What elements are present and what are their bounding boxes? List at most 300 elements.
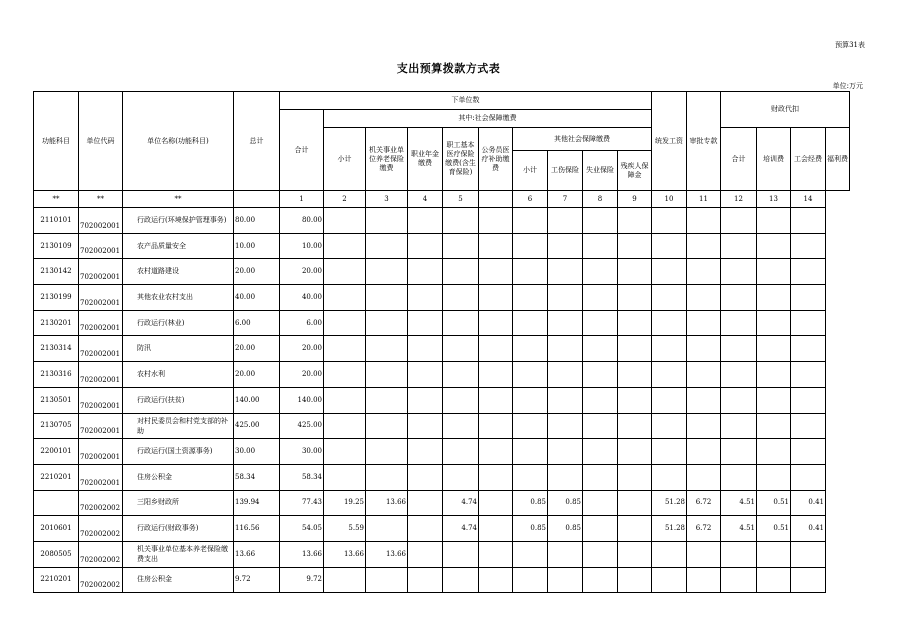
value-cell: 19.25 <box>324 490 366 516</box>
value-cell <box>479 464 513 490</box>
column-number: 4 <box>408 191 443 208</box>
value-cell <box>757 413 791 439</box>
org-code-cell: 702002001 <box>79 362 123 388</box>
value-cell: 0.85 <box>513 516 548 542</box>
org-name-cell: 三阳乡财政所 <box>123 490 234 516</box>
value-cell <box>479 541 513 567</box>
value-cell <box>791 259 826 285</box>
table-row <box>34 567 850 593</box>
value-cell: 6.00 <box>280 310 324 336</box>
header-annuity: 职业年金缴费 <box>408 128 443 191</box>
header-lower-sum: 合计 <box>280 110 324 191</box>
org-code-cell: 702002001 <box>79 439 123 465</box>
value-cell: 425.00 <box>280 413 324 439</box>
table-row <box>34 259 850 285</box>
header-stars: ** <box>79 191 123 208</box>
value-cell <box>479 516 513 542</box>
value-cell <box>618 208 652 234</box>
value-cell: 0.51 <box>757 490 791 516</box>
value-cell <box>618 464 652 490</box>
func-code-cell: 2130314 <box>34 336 79 362</box>
header-disability: 残疾人保障金 <box>618 151 652 191</box>
value-cell <box>583 336 618 362</box>
value-cell <box>443 541 479 567</box>
value-cell: 13.66 <box>366 490 408 516</box>
header-org-name: 单位名称(功能科目) <box>123 92 234 191</box>
header-unemployment: 失业保险 <box>583 151 618 191</box>
value-cell <box>583 567 618 593</box>
value-cell <box>583 541 618 567</box>
func-code-cell: 2010601 <box>34 516 79 542</box>
value-cell <box>366 567 408 593</box>
value-cell <box>479 208 513 234</box>
value-cell <box>324 285 366 311</box>
value-cell <box>443 413 479 439</box>
value-cell <box>583 362 618 388</box>
value-cell <box>366 464 408 490</box>
value-cell <box>618 233 652 259</box>
value-cell: 77.43 <box>280 490 324 516</box>
value-cell <box>513 259 548 285</box>
func-code-cell: 2200101 <box>34 439 79 465</box>
org-code-cell: 702002001 <box>79 259 123 285</box>
value-cell: 140.00 <box>280 387 324 413</box>
value-cell: 51.28 <box>652 516 687 542</box>
value-cell <box>366 336 408 362</box>
value-cell <box>408 362 443 388</box>
value-cell <box>583 310 618 336</box>
value-cell <box>479 362 513 388</box>
value-cell: 13.66 <box>366 541 408 567</box>
table-row <box>34 233 850 259</box>
value-cell <box>791 541 826 567</box>
value-cell: 20.00 <box>280 259 324 285</box>
table-row <box>34 516 850 542</box>
value-cell <box>513 336 548 362</box>
value-cell: 0.41 <box>791 490 826 516</box>
value-cell: 13.66 <box>280 541 324 567</box>
org-name-cell: 其他农业农村支出 <box>123 285 234 311</box>
value-cell <box>721 387 757 413</box>
value-cell <box>366 285 408 311</box>
value-cell <box>408 259 443 285</box>
total-cell: 139.94 <box>234 490 280 516</box>
value-cell <box>687 285 721 311</box>
org-code-cell: 702002001 <box>79 208 123 234</box>
value-cell <box>757 208 791 234</box>
value-cell <box>618 567 652 593</box>
value-cell <box>757 310 791 336</box>
value-cell <box>324 413 366 439</box>
table-row <box>34 336 850 362</box>
value-cell <box>791 285 826 311</box>
value-cell <box>479 310 513 336</box>
value-cell <box>513 208 548 234</box>
header-training: 培训费 <box>757 128 791 191</box>
func-code-cell: 2130316 <box>34 362 79 388</box>
header-civil-medical: 公务员医疗补助缴费 <box>479 128 513 191</box>
value-cell <box>652 413 687 439</box>
value-cell <box>548 259 583 285</box>
value-cell: 0.41 <box>791 516 826 542</box>
value-cell <box>366 259 408 285</box>
value-cell <box>583 208 618 234</box>
value-cell <box>687 233 721 259</box>
func-code-cell: 2210201 <box>34 567 79 593</box>
org-name-cell: 住房公积金 <box>123 464 234 490</box>
table-row <box>34 541 850 567</box>
value-cell <box>408 439 443 465</box>
value-cell <box>513 362 548 388</box>
header-ss-subtotal: 小计 <box>324 128 366 191</box>
value-cell <box>618 362 652 388</box>
value-cell <box>513 310 548 336</box>
value-cell <box>757 387 791 413</box>
table-row <box>34 439 850 465</box>
header-finance-agent: 财政代扣 <box>721 92 850 128</box>
value-cell <box>583 490 618 516</box>
value-cell <box>548 439 583 465</box>
header-stars: ** <box>34 191 79 208</box>
value-cell <box>548 387 583 413</box>
value-cell <box>443 387 479 413</box>
value-cell <box>687 413 721 439</box>
column-number: 10 <box>652 191 687 208</box>
value-cell <box>479 439 513 465</box>
value-cell <box>687 439 721 465</box>
table-row <box>34 464 850 490</box>
page-title: 支出预算拨款方式表 <box>396 62 501 75</box>
value-cell <box>687 541 721 567</box>
value-cell <box>652 233 687 259</box>
value-cell <box>583 285 618 311</box>
header-social-security: 其中:社会保障缴费 <box>324 110 652 128</box>
header-blank <box>479 191 513 208</box>
value-cell <box>721 439 757 465</box>
value-cell <box>408 233 443 259</box>
value-cell <box>721 336 757 362</box>
header-special: 审批专款 <box>687 92 721 191</box>
value-cell <box>652 336 687 362</box>
value-cell <box>652 310 687 336</box>
value-cell <box>757 233 791 259</box>
value-cell <box>443 259 479 285</box>
header-union: 工会经费 <box>791 128 826 191</box>
value-cell <box>443 567 479 593</box>
value-cell <box>324 336 366 362</box>
value-cell: 13.66 <box>324 541 366 567</box>
value-cell <box>324 208 366 234</box>
value-cell <box>618 439 652 465</box>
column-number: 13 <box>757 191 791 208</box>
value-cell <box>757 336 791 362</box>
unit-label: 单位:万元 <box>832 82 863 90</box>
total-cell: 80.00 <box>234 208 280 234</box>
value-cell <box>652 541 687 567</box>
value-cell <box>687 336 721 362</box>
org-code-cell: 702002001 <box>79 336 123 362</box>
value-cell <box>366 439 408 465</box>
org-code-cell: 702002001 <box>79 464 123 490</box>
value-cell: 4.74 <box>443 490 479 516</box>
org-code-cell: 702002002 <box>79 567 123 593</box>
value-cell <box>408 285 443 311</box>
value-cell <box>791 413 826 439</box>
value-cell <box>366 362 408 388</box>
header-pension: 机关事业单位养老保险缴费 <box>366 128 408 191</box>
org-name-cell: 防汛 <box>123 336 234 362</box>
value-cell: 0.85 <box>548 490 583 516</box>
header-other-ss: 其他社会保障缴费 <box>513 128 652 151</box>
value-cell <box>618 310 652 336</box>
column-number: 1 <box>280 191 324 208</box>
value-cell <box>408 541 443 567</box>
value-cell <box>757 567 791 593</box>
column-number: 2 <box>324 191 366 208</box>
value-cell <box>513 439 548 465</box>
value-cell <box>721 567 757 593</box>
total-cell: 30.00 <box>234 439 280 465</box>
value-cell <box>652 439 687 465</box>
value-cell <box>513 541 548 567</box>
value-cell <box>583 413 618 439</box>
value-cell: 20.00 <box>280 336 324 362</box>
header-welfare: 福利费 <box>826 128 850 191</box>
value-cell <box>583 387 618 413</box>
column-number: 8 <box>583 191 618 208</box>
value-cell <box>366 208 408 234</box>
value-cell <box>513 464 548 490</box>
org-code-cell: 702002002 <box>79 490 123 516</box>
value-cell <box>721 208 757 234</box>
value-cell <box>618 490 652 516</box>
header-medical: 职工基本医疗保险缴费(含生育保险) <box>443 128 479 191</box>
value-cell <box>791 336 826 362</box>
total-cell: 13.66 <box>234 541 280 567</box>
column-number: 11 <box>687 191 721 208</box>
value-cell <box>721 259 757 285</box>
func-code-cell <box>34 490 79 516</box>
value-cell <box>721 464 757 490</box>
value-cell <box>408 336 443 362</box>
value-cell <box>757 285 791 311</box>
value-cell: 4.74 <box>443 516 479 542</box>
func-code-cell: 2130501 <box>34 387 79 413</box>
header-wages: 统发工资 <box>652 92 687 191</box>
value-cell <box>757 464 791 490</box>
table-row <box>34 413 850 439</box>
value-cell <box>721 233 757 259</box>
value-cell: 0.85 <box>513 490 548 516</box>
value-cell <box>618 285 652 311</box>
value-cell <box>366 516 408 542</box>
table-row <box>34 362 850 388</box>
value-cell <box>548 567 583 593</box>
value-cell <box>583 516 618 542</box>
value-cell <box>583 464 618 490</box>
value-cell <box>324 310 366 336</box>
value-cell <box>479 567 513 593</box>
table-row <box>34 387 850 413</box>
org-name-cell: 行政运行(扶贫) <box>123 387 234 413</box>
value-cell <box>757 362 791 388</box>
value-cell <box>687 567 721 593</box>
value-cell <box>479 413 513 439</box>
header-injury: 工伤保险 <box>548 151 583 191</box>
value-cell <box>443 336 479 362</box>
org-code-cell: 702002002 <box>79 541 123 567</box>
value-cell <box>791 310 826 336</box>
form-number: 预算31表 <box>835 41 865 49</box>
value-cell <box>513 567 548 593</box>
value-cell <box>479 285 513 311</box>
table-row <box>34 490 850 516</box>
value-cell <box>791 464 826 490</box>
value-cell <box>721 541 757 567</box>
func-code-cell: 2080505 <box>34 541 79 567</box>
value-cell <box>548 464 583 490</box>
value-cell: 51.28 <box>652 490 687 516</box>
header-total: 总计 <box>234 92 280 191</box>
value-cell <box>443 439 479 465</box>
value-cell <box>791 439 826 465</box>
value-cell <box>408 310 443 336</box>
table-row <box>34 208 850 234</box>
value-cell <box>652 285 687 311</box>
value-cell: 6.72 <box>687 490 721 516</box>
value-cell <box>548 413 583 439</box>
value-cell <box>408 208 443 234</box>
total-cell: 9.72 <box>234 567 280 593</box>
value-cell <box>324 464 366 490</box>
value-cell <box>757 439 791 465</box>
org-name-cell: 机关事业单位基本养老保险缴费支出 <box>123 541 234 567</box>
value-cell <box>618 259 652 285</box>
value-cell <box>652 464 687 490</box>
org-name-cell: 农村水利 <box>123 362 234 388</box>
value-cell <box>324 362 366 388</box>
column-number: 12 <box>721 191 757 208</box>
value-cell <box>408 413 443 439</box>
value-cell <box>443 362 479 388</box>
value-cell <box>443 208 479 234</box>
value-cell <box>652 208 687 234</box>
value-cell <box>652 362 687 388</box>
value-cell <box>687 387 721 413</box>
org-name-cell: 住房公积金 <box>123 567 234 593</box>
header-func-subject: 功能科目 <box>34 92 79 191</box>
value-cell: 54.05 <box>280 516 324 542</box>
value-cell: 5.59 <box>324 516 366 542</box>
value-cell <box>687 310 721 336</box>
value-cell <box>652 387 687 413</box>
org-name-cell: 农产品质量安全 <box>123 233 234 259</box>
header-fa-total: 合计 <box>721 128 757 191</box>
value-cell <box>791 208 826 234</box>
value-cell <box>652 567 687 593</box>
value-cell <box>721 413 757 439</box>
func-code-cell: 2130109 <box>34 233 79 259</box>
header-lower-units: 下单位数 <box>280 92 652 110</box>
value-cell <box>479 387 513 413</box>
value-cell <box>548 541 583 567</box>
value-cell <box>791 362 826 388</box>
org-name-cell: 对村民委员会和村党支部的补助 <box>123 413 234 439</box>
value-cell: 40.00 <box>280 285 324 311</box>
value-cell: 10.00 <box>280 233 324 259</box>
org-code-cell: 702002001 <box>79 413 123 439</box>
total-cell: 10.00 <box>234 233 280 259</box>
value-cell <box>479 233 513 259</box>
total-cell: 20.00 <box>234 259 280 285</box>
value-cell <box>366 387 408 413</box>
value-cell <box>366 233 408 259</box>
value-cell <box>408 387 443 413</box>
total-cell: 58.34 <box>234 464 280 490</box>
value-cell <box>513 233 548 259</box>
value-cell <box>513 387 548 413</box>
value-cell <box>408 490 443 516</box>
value-cell: 20.00 <box>280 362 324 388</box>
header-blank <box>234 191 280 208</box>
org-code-cell: 702002001 <box>79 233 123 259</box>
column-number: 9 <box>618 191 652 208</box>
value-cell <box>366 310 408 336</box>
value-cell <box>687 362 721 388</box>
value-cell <box>513 285 548 311</box>
func-code-cell: 2130142 <box>34 259 79 285</box>
func-code-cell: 2130199 <box>34 285 79 311</box>
value-cell <box>324 439 366 465</box>
value-cell <box>791 387 826 413</box>
header-other-subtotal: 小计 <box>513 151 548 191</box>
column-number: 3 <box>366 191 408 208</box>
value-cell <box>618 413 652 439</box>
value-cell <box>618 387 652 413</box>
value-cell <box>548 208 583 234</box>
value-cell <box>408 567 443 593</box>
value-cell <box>618 516 652 542</box>
value-cell: 4.51 <box>721 490 757 516</box>
budget-table <box>33 91 850 593</box>
func-code-cell: 2130705 <box>34 413 79 439</box>
value-cell <box>443 285 479 311</box>
total-cell: 425.00 <box>234 413 280 439</box>
org-code-cell: 702002002 <box>79 516 123 542</box>
value-cell: 4.51 <box>721 516 757 542</box>
value-cell <box>548 233 583 259</box>
value-cell <box>583 233 618 259</box>
value-cell <box>479 259 513 285</box>
func-code-cell: 2210201 <box>34 464 79 490</box>
org-code-cell: 702002001 <box>79 310 123 336</box>
org-code-cell: 702002001 <box>79 285 123 311</box>
value-cell <box>652 259 687 285</box>
column-number: 5 <box>443 191 479 208</box>
org-code-cell: 702002001 <box>79 387 123 413</box>
table-row <box>34 310 850 336</box>
value-cell: 0.85 <box>548 516 583 542</box>
total-cell: 20.00 <box>234 336 280 362</box>
total-cell: 116.56 <box>234 516 280 542</box>
value-cell <box>721 362 757 388</box>
value-cell <box>324 387 366 413</box>
column-number: 14 <box>791 191 826 208</box>
value-cell <box>687 259 721 285</box>
value-cell <box>479 490 513 516</box>
value-cell <box>443 464 479 490</box>
table-row <box>34 285 850 311</box>
